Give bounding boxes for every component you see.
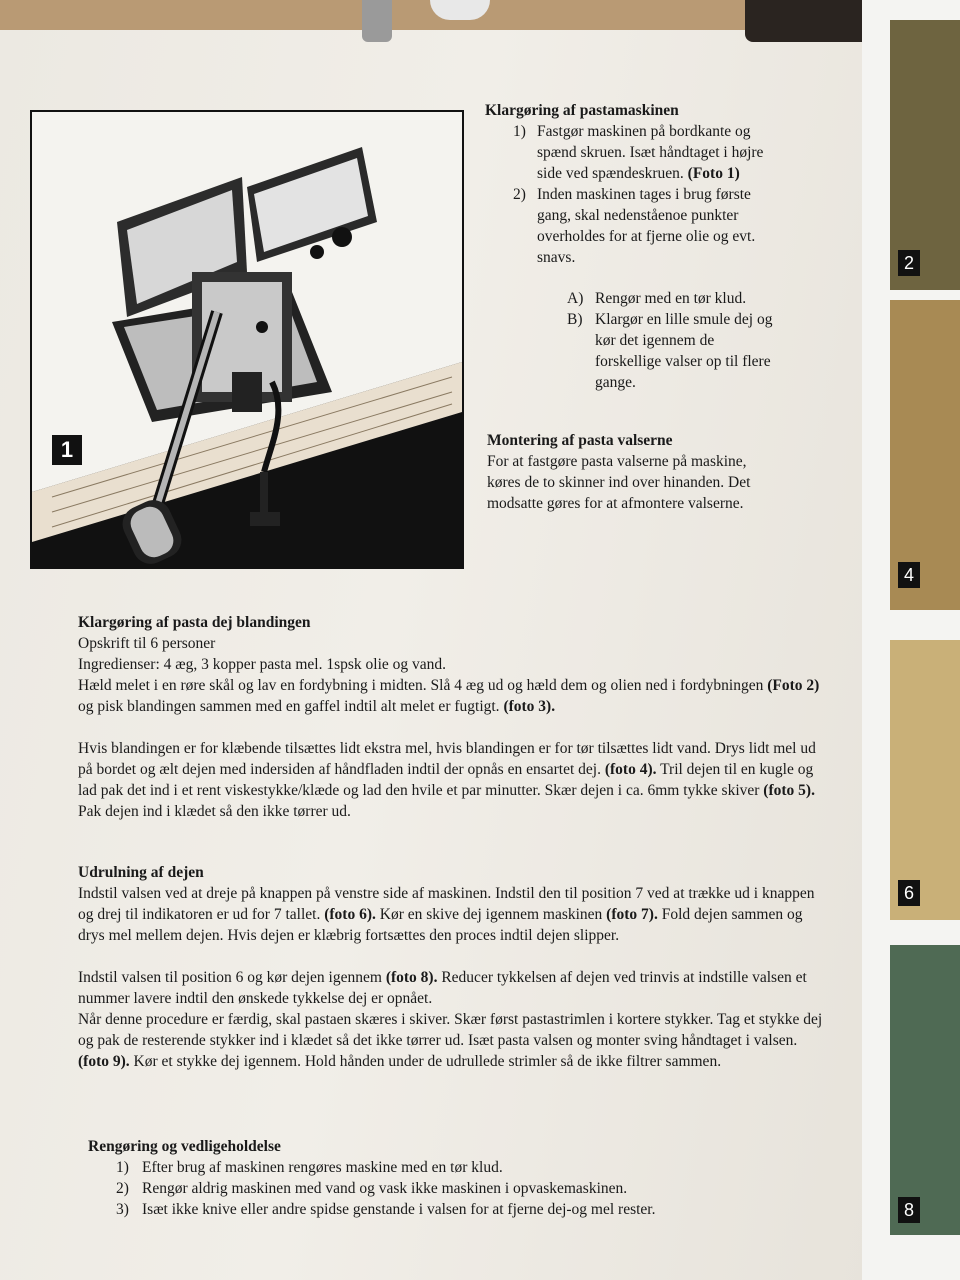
rolling-paragraph <box>78 1009 828 1072</box>
step-text: Rengør aldrig maskinen med vand og vask ikke maskinen i opvaskemaskinen. <box>142 1180 628 1197</box>
list-item <box>567 309 777 393</box>
photo-number: 4 <box>898 562 920 588</box>
substep-text: Rengør med en tør klud. <box>595 290 747 307</box>
rolling-text: Reducer tykkelsen af dejen ved trinvis at indstille valsen et nummer lavere indtil den ønskede tykkelse dej er opnået. <box>78 969 807 1007</box>
rolling-text: Fold dejen sammen og drys mel mellem dejen. Hvis dejen er klæbrig fortsættes den proces indtil dejen slipper. <box>78 906 803 944</box>
mounting-text: For at fastgøre pasta valserne på maskine, køres de to skinner ind over hinanden. Det modsatte gøres for at afmontere valserne. <box>487 453 751 512</box>
list-item <box>116 1178 828 1199</box>
cleaning-heading: Rengøring og vedligeholdelse <box>88 1138 281 1155</box>
substep-text: Klargør en lille smule dej og kør det igennem de forskellige valser op til flere gange. <box>595 311 773 391</box>
photo-ref: (foto 8). <box>385 969 438 986</box>
photo-number: 8 <box>898 1197 920 1223</box>
recipe-servings: Opskrift til 6 personer <box>78 635 216 652</box>
side-photo <box>890 640 960 920</box>
setup-section <box>485 100 785 393</box>
substep-marker: B) <box>567 311 583 328</box>
substep-marker: A) <box>567 290 584 307</box>
setup-substeps <box>567 288 777 393</box>
step-text: Fastgør maskinen på bordkante og spænd skruen. Isæt håndtaget i højre side ved spændeskruen. <box>537 123 764 182</box>
step-marker: 2) <box>116 1180 129 1197</box>
dough-text: Hvis blandingen er for klæbende tilsættes lidt ekstra mel, hvis blandingen er for tør tilsættes lidt vand. Drys lidt mel ud på bordet og ælt dejen med indersiden af håndfladen indtil der opnås en ensartet dej. <box>78 740 816 778</box>
dough-paragraph <box>78 675 828 717</box>
photo-number: 6 <box>898 880 920 906</box>
rolling-paragraph <box>78 883 828 946</box>
step-marker: 2) <box>513 186 526 203</box>
dough-text: Tril dejen til en kugle og lad pak det ind i et rent viskestykke/klæde og lad den hvile et par minutter. Skær dejen i ca. 6mm tykke skiver <box>78 761 814 799</box>
rolling-text: Indstil valsen til position 6 og kør dejen igennem <box>78 969 382 986</box>
dough-heading: Klargøring af pasta dej blandingen <box>78 614 311 631</box>
list-item <box>567 288 777 309</box>
rolling-paragraph <box>78 967 828 1009</box>
pasta-machine-illustration <box>30 110 464 569</box>
pasta-machine-drawing <box>32 112 462 567</box>
background-object <box>362 0 392 42</box>
step-marker: 3) <box>116 1201 129 1218</box>
side-photo <box>890 20 960 290</box>
side-photo <box>890 300 960 610</box>
list-item <box>116 1157 828 1178</box>
rolling-text: Når denne procedure er færdig, skal pastaen skæres i skiver. Skær først pastastrimlen i kortere stykker. Tag et stykke dej og pak de resterende stykker ind i klædet så det ikke tørrer ud. Isæt pasta valsen og monter sving håndtaget i valsen. <box>78 1011 823 1049</box>
background-clip <box>745 0 870 42</box>
ingredients: Ingredienser: 4 æg, 3 kopper pasta mel. 1spsk olie og vand. <box>78 656 447 673</box>
cleaning-section <box>88 1136 828 1220</box>
step-text: Isæt ikke knive eller andre spidse genstande i valsen for at fjerne dej-og mel rester. <box>142 1201 656 1218</box>
photo-ref: (foto 7). <box>606 906 658 923</box>
photo-ref: (Foto 1) <box>687 165 740 182</box>
list-item <box>116 1199 828 1220</box>
rolling-text: Indstil valsen ved at dreje på knappen på venstre side af maskinen. Indstil den til position 7 ved at trække ud i knappen og drej til indikatoren er ud for 7 tallet. <box>78 885 815 923</box>
step-marker: 1) <box>513 123 526 140</box>
step-body <box>537 121 785 184</box>
photo-number: 2 <box>898 250 920 276</box>
side-photo <box>890 945 960 1235</box>
photo-ref: (foto 4). <box>604 761 657 778</box>
list-item <box>513 184 785 268</box>
photo-ref: (Foto 2) <box>767 677 820 694</box>
rolling-text: Kør et stykke dej igennem. Hold hånden under de udrullede strimler så de ikke filtrer sammen. <box>133 1053 722 1070</box>
dough-text: Hæld melet i en røre skål og lav en fordybning i midten. Slå 4 æg ud og hæld dem og olien ned i fordybningen <box>78 677 764 694</box>
photo-ref: (foto 6). <box>324 906 376 923</box>
dough-text: og pisk blandingen sammen med en gaffel indtil alt melet er fugtigt. <box>78 698 500 715</box>
rolling-section <box>78 862 828 1072</box>
step-marker: 1) <box>116 1159 129 1176</box>
mounting-heading: Montering af pasta valserne <box>487 432 673 449</box>
step-text: Inden maskinen tages i brug første gang, skal nedenståenoe punkter overholdes for at fjerne olie og evt. snavs. <box>537 186 756 266</box>
mounting-section <box>487 430 777 514</box>
photo-ref: (foto 5). <box>763 782 815 799</box>
step-text: Efter brug af maskinen rengøres maskine med en tør klud. <box>142 1159 503 1176</box>
dough-text: Pak dejen ind i klædet så den ikke tørrer ud. <box>78 803 351 820</box>
figure-number: 1 <box>52 435 82 465</box>
setup-steps <box>513 121 785 268</box>
rolling-heading: Udrulning af dejen <box>78 864 204 881</box>
photo-ref: (foto 3). <box>503 698 556 715</box>
cleaning-steps <box>116 1157 828 1220</box>
dough-section <box>78 612 828 822</box>
dough-paragraph <box>78 738 828 822</box>
rolling-text: Kør en skive dej igennem maskinen <box>379 906 603 923</box>
list-item <box>513 121 785 184</box>
photo-ref: (foto 9). <box>78 1053 130 1070</box>
setup-heading: Klargøring af pastamaskinen <box>485 102 679 119</box>
